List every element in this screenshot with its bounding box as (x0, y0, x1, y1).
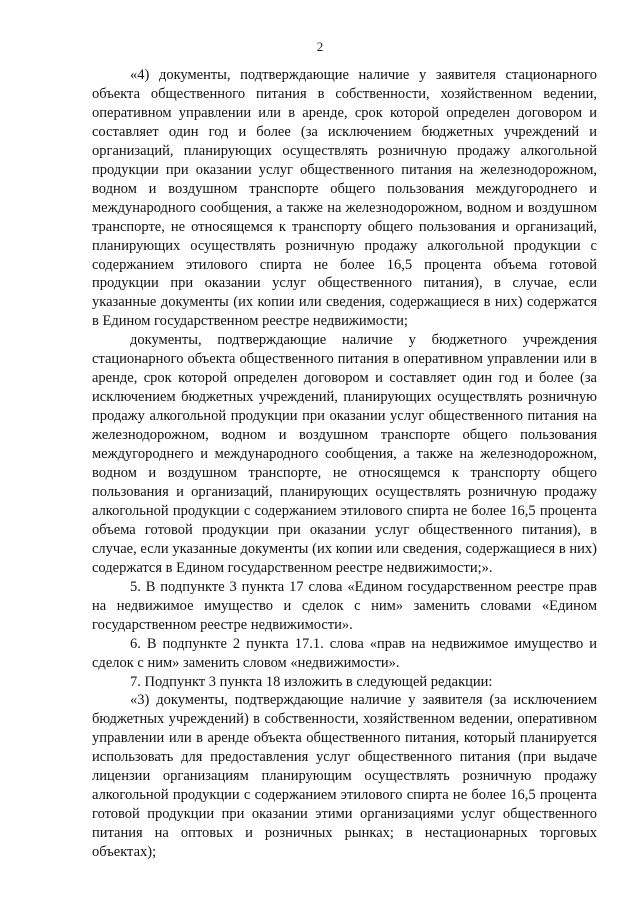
paragraph-budget-institution-documents: документы, подтверждающие наличие у бюджетного учреждения стационарного объекта общественного питания в оперативном управлении или в аренде, срок которой определен договором и составляет один год и более (за исключением бюджетных учреждений, планирующих осуществлять розничную продажу алкогольной продукции при оказании услуг общественного питания на железнодорожном, водном и воздушном транспорте общего пользования междугороднего и международного сообщения, а также на железнодорожном, водном и воздушном транспорте, не относящемся к транспорту общего пользования и организаций, планирующих осуществлять розничную продажу алкогольной продукции с содержанием этилового спирта не более 16,5 процента объема готовой продукции при оказании услуг общественного питания), в случае, если указанные документы (их копии или сведения, содержащиеся в них) содержатся в Едином государственном реестре недвижимости;». (92, 332, 597, 576)
page-number: 2 (316, 39, 324, 54)
paragraph-amendment-7: 7. Подпункт 3 пункта 18 изложить в следующей редакции: (130, 673, 493, 690)
paragraph-item-4-documents: «4) документы, подтверждающие наличие у заявителя стационарного объекта общественного питания в собственности, хозяйственном ведении, оперативном управлении или в аренде, срок которой определен договором и составляет один год и более (за исключением бюджетных учреждений и организаций, планирующих осуществлять розничную продажу алкогольной продукции при оказании услуг общественного питания на железнодорожном, водном и воздушном транспорте общего пользования междугороднего и международного сообщения, а также на железнодорожном, водном и воздушном транспорте, не относящемся к транспорту общего пользования и организаций, планирующих осуществлять розничную продажу алкогольной продукции с содержанием этилового спирта не более 16,5 процента объема готовой продукции при оказании услуг общественного питания), в случае, если указанные документы (их копии или сведения, содержащиеся в них) содержатся в Едином государственном реестре недвижимости; (92, 67, 597, 330)
paragraph-amendment-6: 6. В подпункте 2 пункта 17.1. слова «прав на недвижимое имущество и сделок с ним» заменить словом «недвижимости». (92, 635, 597, 671)
paragraph-item-3-documents: «3) документы, подтверждающие наличие у заявителя (за исключением бюджетных учреждений) в собственности, хозяйственном ведении, оперативном управлении или в аренде объекта общественного питания, который планируется использовать для предоставления услуг общественного питания (при выдаче лицензии организациям планирующим осуществлять розничную продажу алкогольной продукции с содержанием этилового спирта не более 16,5 процента готовой продукции при оказании этими организациями услуг общественного питания на оптовых и розничных рынках; в нестационарных торговых объектах); (92, 692, 597, 861)
paragraph-amendment-5: 5. В подпункте 3 пункта 17 слова «Едином государственном реестре прав на недвижимое имущество и сделок с ним» заменить словами «Едином государственном реестре недвижимости». (92, 578, 597, 633)
document-body (92, 66, 597, 862)
